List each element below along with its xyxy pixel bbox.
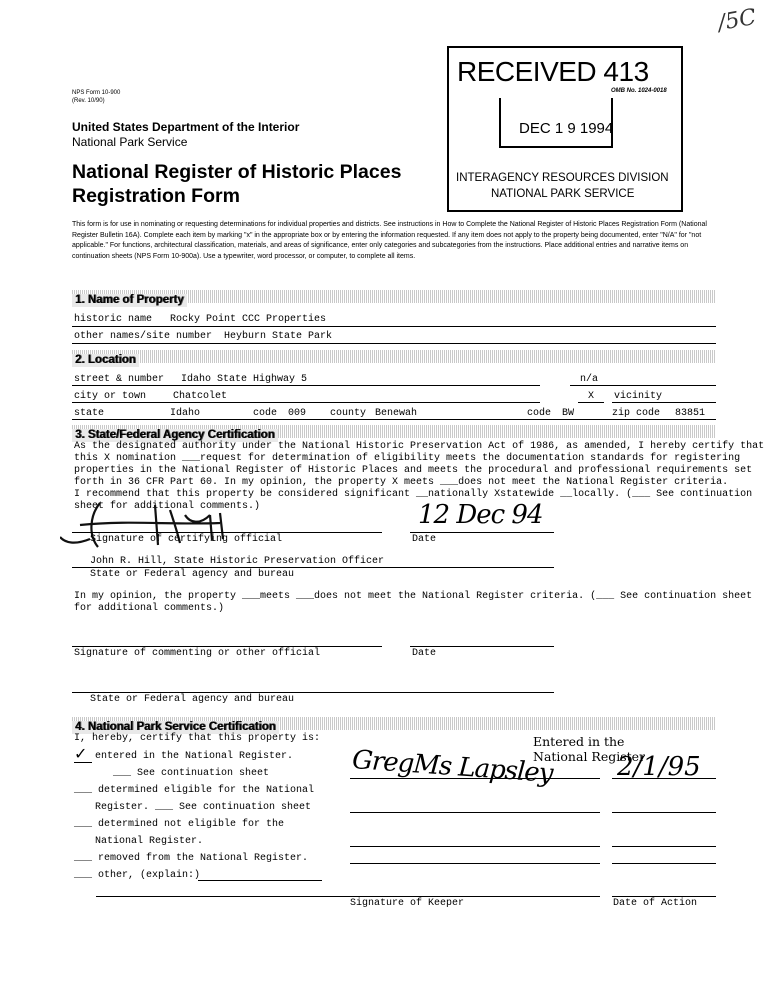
entered-stamp-line-1: Entered in the bbox=[533, 734, 625, 749]
historic-name-label: historic name bbox=[74, 314, 153, 325]
historic-name-value: Rocky Point CCC Properties bbox=[170, 314, 327, 325]
section-3-title: 3. State/Federal Agency Certification bbox=[72, 429, 278, 442]
service-name: National Park Service bbox=[72, 135, 188, 149]
certification-line-2: this X nomination ___request for determination of eligibility meets the documentation standards for registering bbox=[74, 453, 741, 464]
certifier-signature-label: Signature of certifying official bbox=[90, 534, 283, 545]
certifier-date-label: Date bbox=[412, 534, 437, 545]
historic-name-line bbox=[72, 326, 716, 327]
keeper-line-2 bbox=[350, 812, 600, 813]
department-name: United States Department of the Interior bbox=[72, 120, 300, 134]
action-line-1 bbox=[612, 778, 716, 779]
date-of-action-line bbox=[612, 896, 716, 897]
certification-line-5: I recommend that this property be considered significant __nationally Xstatewide __locally. (___ See continuation bbox=[74, 489, 753, 500]
omb-number: OMB No. 1024-0018 bbox=[611, 88, 667, 94]
stamp-date: DEC 1 9 1994 bbox=[519, 120, 614, 137]
stamp-service: NATIONAL PARK SERVICE bbox=[491, 188, 635, 200]
page-title: National Register of Historic Places bbox=[72, 161, 402, 183]
form-revision: (Rev. 10/90) bbox=[72, 98, 105, 104]
section-2-title: 2. Location bbox=[72, 354, 139, 367]
action-line-3 bbox=[612, 846, 716, 847]
certifier-name: John R. Hill, State Historic Preservation Officer bbox=[90, 556, 385, 567]
city-line bbox=[72, 402, 540, 403]
county-code-value: BW bbox=[562, 408, 575, 419]
certifier-signature bbox=[60, 495, 260, 555]
street-label: street & number bbox=[74, 374, 165, 385]
state-label: state bbox=[74, 408, 105, 419]
commenting-date-line bbox=[410, 646, 554, 647]
entered-checkbox-line bbox=[74, 762, 92, 763]
action-date-handwritten: 2/1/95 bbox=[617, 752, 701, 782]
opinion-line-1: In my opinion, the property ___meets ___does not meet the National Register criteria. (___ See continuation sheet bbox=[74, 591, 753, 602]
corner-handwritten-mark: /5C bbox=[716, 4, 759, 37]
certification-handwritten-date: 12 Dec 94 bbox=[418, 500, 543, 530]
state-line bbox=[72, 419, 716, 420]
certification-line-6: sheet for additional comments.) bbox=[74, 501, 261, 512]
not-for-publication-value: n/a bbox=[580, 374, 599, 385]
option-other: ___ other, (explain:) bbox=[74, 870, 201, 881]
opinion-line-2: for additional comments.) bbox=[74, 603, 225, 614]
keeper-line-4 bbox=[350, 863, 600, 864]
other-names-line bbox=[72, 343, 716, 344]
section-2-heading bbox=[72, 350, 716, 366]
other-names-label: other names/site number bbox=[74, 331, 213, 342]
county-code-label: code bbox=[527, 408, 552, 419]
vicinity-line bbox=[612, 402, 716, 403]
commenting-agency-line bbox=[72, 692, 554, 693]
certification-line-3: properties in the National Register of Historic Places and meets the procedural and professional requirements set bbox=[74, 465, 753, 476]
state-value: Idaho bbox=[170, 408, 201, 419]
section-1-title: 1. Name of Property bbox=[72, 294, 187, 307]
form-number: NPS Form 10-900 bbox=[72, 90, 121, 96]
commenting-date-label: Date bbox=[412, 648, 437, 659]
certifier-signature-line bbox=[72, 532, 382, 533]
option-removed: ___ removed from the National Register. bbox=[74, 853, 309, 864]
section-4-heading bbox=[72, 717, 716, 733]
section-3-heading bbox=[72, 425, 716, 441]
entered-stamp-line-2: National Register bbox=[533, 749, 646, 764]
county-label: county bbox=[330, 408, 367, 419]
date-of-action-label: Date of Action bbox=[613, 898, 698, 909]
keeper-signature-line bbox=[96, 896, 600, 897]
certifier-agency-label: State or Federal agency and bureau bbox=[90, 569, 295, 580]
received-stamp-title: RECEIVED 413 bbox=[457, 56, 649, 87]
page-subtitle: Registration Form bbox=[72, 185, 240, 207]
action-line-4 bbox=[612, 863, 716, 864]
city-label: city or town bbox=[74, 391, 147, 402]
street-line bbox=[72, 385, 540, 386]
zip-label: zip code bbox=[612, 408, 661, 419]
zip-value: 83851 bbox=[675, 408, 706, 419]
state-code-label: code bbox=[253, 408, 278, 419]
keeper-line-1 bbox=[350, 778, 600, 779]
option-not-eligible: ___ determined not eligible for the bbox=[74, 819, 285, 830]
section-1-heading bbox=[72, 290, 716, 306]
certifier-date-line bbox=[410, 532, 554, 533]
action-line-2 bbox=[612, 812, 716, 813]
option-determined-eligible: ___ determined eligible for the National bbox=[74, 785, 315, 796]
option-entered-continuation: ___ See continuation sheet bbox=[113, 768, 270, 779]
county-value: Benewah bbox=[375, 408, 418, 419]
certification-line-4: forth in 36 CFR Part 60. In my opinion, the property X meets ___does not meet the National Register criteria. bbox=[74, 477, 729, 488]
city-value: Chatcolet bbox=[173, 391, 228, 402]
nps-cert-intro: I, hereby, certify that this property is: bbox=[74, 733, 321, 744]
received-stamp bbox=[447, 46, 683, 212]
option-not-eligible-2: National Register. bbox=[95, 836, 204, 847]
form-instructions: This form is for use in nominating or requesting determinations for individual properties and districts. See instructions in How to Complete the National Register of Historic Places Registration Form (National Register Bulletin 16A). Complete each item by marking "x" in the appropriate box or by entering the information requested. If any item does not apply to the property being documented, enter "N/A" for "not applicable." For functions, architectural classification, materials, and areas of significance, enter only categories and subcategories from the instructions. Place additional entries and narrative items on continuation sheets (NPS Form 10-900a). Use a typewriter, word processor, or computer, to complete all items. bbox=[72, 221, 707, 260]
other-explain-line bbox=[198, 880, 322, 881]
commenting-signature-line bbox=[72, 646, 382, 647]
keeper-signature: GregMs Lapsley bbox=[351, 745, 554, 789]
keeper-signature-label: Signature of Keeper bbox=[350, 898, 465, 909]
street-value: Idaho State Highway 5 bbox=[181, 374, 308, 385]
vicinity-mark: X bbox=[588, 391, 595, 402]
certifier-name-line bbox=[72, 567, 554, 568]
vicinity-label: vicinity bbox=[614, 391, 663, 402]
option-entered: entered in the National Register. bbox=[95, 751, 294, 762]
state-code-value: 009 bbox=[288, 408, 307, 419]
entered-checkmark: ✓ bbox=[74, 746, 88, 763]
keeper-line-3 bbox=[350, 846, 600, 847]
certification-line-1: As the designated authority under the National Historic Preservation Act of 1986, as amended, I hereby certify that bbox=[74, 441, 765, 452]
stamp-division: INTERAGENCY RESOURCES DIVISION bbox=[456, 172, 669, 184]
other-names-value: Heyburn State Park bbox=[224, 331, 333, 342]
option-determined-eligible-2: Register. ___ See continuation sheet bbox=[95, 802, 312, 813]
not-for-publication-line bbox=[570, 385, 716, 386]
commenting-signature-label: Signature of commenting or other official bbox=[74, 648, 321, 659]
section-4-title: 4. National Park Service Certification bbox=[72, 721, 279, 734]
vicinity-box-line bbox=[578, 402, 604, 403]
commenting-agency-label: State or Federal agency and bureau bbox=[90, 694, 295, 705]
